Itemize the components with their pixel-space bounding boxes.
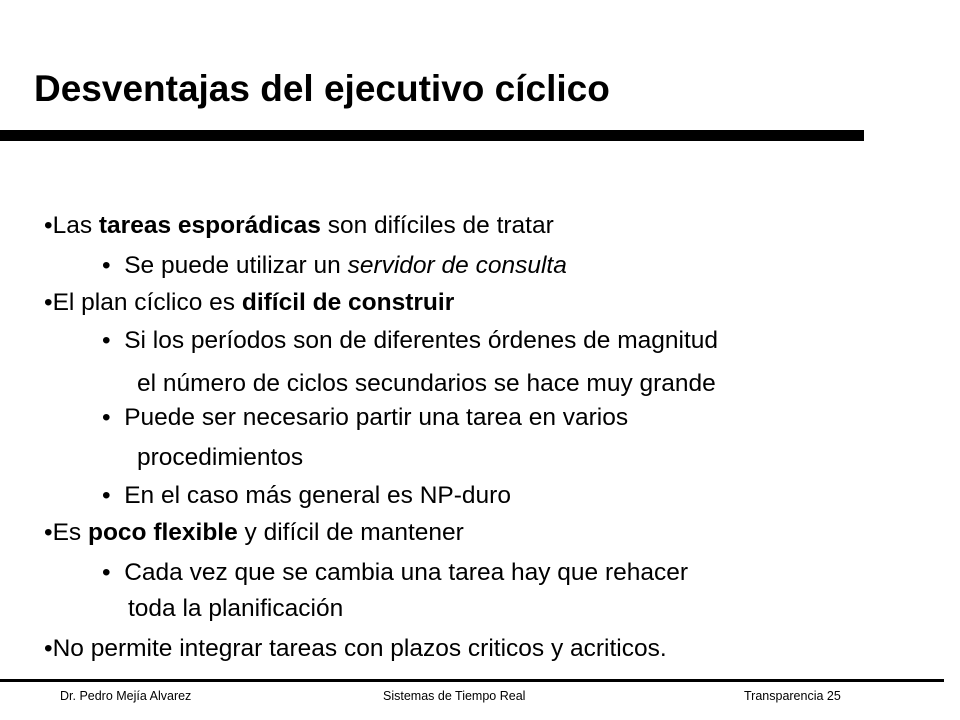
bullet-text-before: El plan cíclico es [52, 289, 242, 316]
bullet-marker: • [102, 327, 111, 354]
sub-bullet-continuation: toda la planificación [128, 595, 344, 622]
sub-bullet-continuation: el número de ciclos secundarios se hace muy grande [137, 370, 716, 397]
bullet-text-bold: tareas esporádicas [98, 212, 321, 239]
bullet-marker: • [44, 635, 53, 662]
slide-title: Desventajas del ejecutivo cíclico [34, 68, 610, 109]
bullet-text: No permite integrar tareas con plazos criticos y acriticos. [52, 635, 667, 662]
bullet-text: Si los períodos son de diferentes órdenes de magnitud [124, 327, 719, 354]
bullet-text-after: y difícil de mantener [237, 519, 464, 546]
bullet-text-after: son difíciles de tratar [320, 212, 554, 239]
bullet-text-italic: servidor de consulta [347, 252, 567, 279]
bullet-item-sporadic-tasks [44, 214, 554, 239]
bullet-marker: • [44, 519, 53, 546]
bullet-marker: • [102, 482, 111, 509]
bullet-text: En el caso más general es NP-duro [124, 482, 511, 509]
bullet-marker: • [44, 212, 53, 239]
sub-bullet-item-split-task [102, 406, 628, 431]
bullet-item-cyclic-plan [44, 291, 454, 316]
bullet-text: Puede ser necesario partir una tarea en varios [124, 404, 629, 431]
bullet-text-bold: difícil de construir [241, 289, 455, 316]
bullet-text-before: Es [52, 519, 88, 546]
bullet-text: Cada vez que se cambia una tarea hay que rehacer [124, 559, 689, 586]
bullet-text-bold: poco flexible [87, 519, 238, 546]
bullet-item-deadlines [44, 637, 667, 662]
footer-author: Dr. Pedro Mejía Alvarez [60, 689, 192, 703]
sub-bullet-item-server [102, 254, 567, 279]
sub-bullet-continuation: procedimientos [137, 444, 304, 471]
sub-bullet-item-redo [102, 561, 688, 586]
bullet-marker: • [102, 404, 111, 431]
bullet-text-before: Las [52, 212, 99, 239]
footer-divider [0, 679, 944, 682]
title-underline [0, 130, 864, 141]
bullet-marker: • [44, 289, 53, 316]
bullet-text-before: Se puede utilizar un [124, 252, 348, 279]
sub-bullet-item-np-hard [102, 484, 511, 509]
footer-course: Sistemas de Tiempo Real [383, 689, 526, 703]
footer-page-number: Transparencia 25 [744, 689, 841, 703]
bullet-marker: • [102, 252, 111, 279]
bullet-marker: • [102, 559, 111, 586]
bullet-item-flexibility [44, 521, 464, 546]
sub-bullet-item-periods [102, 329, 718, 354]
